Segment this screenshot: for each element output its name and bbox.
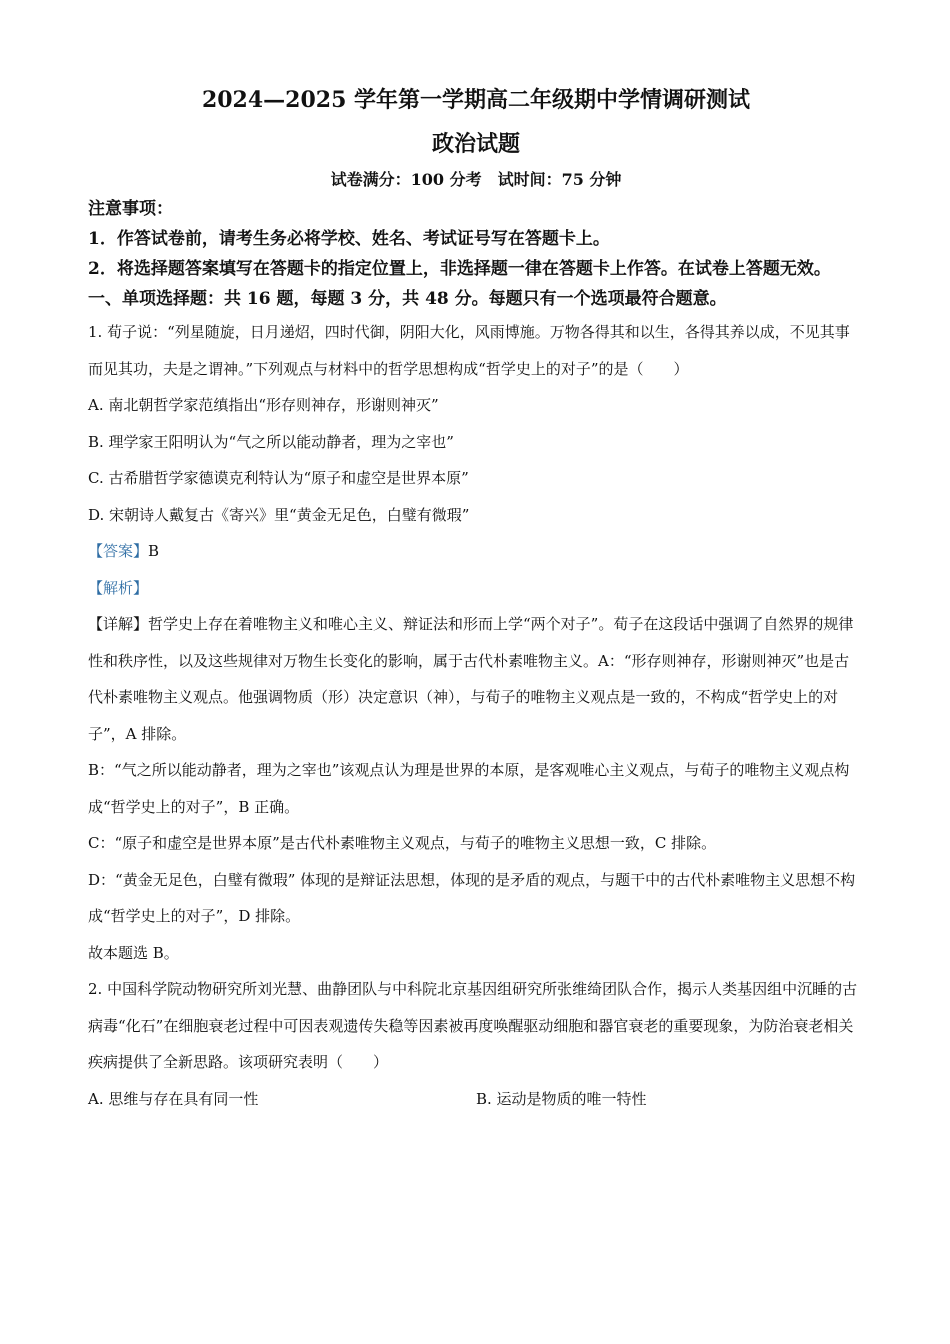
question-2-stem: 2. 中国科学院动物研究所刘光慧、曲静团队与中科院北京基因组研究所张维绮团队合作，揭示人类基因组中沉睡的古病毒“化石”在细胞衰老过程中可因表观遗传失稳等因素被再度唤醒驱动细胞和器官衰老的重要现象，为防治衰老相关疾病提供了全新思路。该项研究表明（ ） <box>88 980 858 1071</box>
question-2-option-b: B. 运动是物质的唯一特性 <box>476 1089 647 1108</box>
analysis-label: 【解析】 <box>88 578 149 597</box>
section-heading: 一、单项选择题：共 16 题，每题 3 分，共 48 分。每题只有一个选项最符合题意。 <box>88 289 727 309</box>
notice-item-1: 1．作答试卷前，请考生务必将学校、姓名、考试证号写在答题卡上。 <box>88 229 610 249</box>
exam-meta: 试卷满分：100 分考 试时间：75 分钟 <box>330 170 622 189</box>
notice-title: 注意事项： <box>88 199 173 219</box>
detail-paragraph-2: B：“气之所以能动静者，理为之宰也”该观点认为理是世界的本原，是客观唯心主义观点，与荀子的唯物主义观点构成“哲学史上的对子”，B 正确。 <box>88 761 850 816</box>
answer-value: B <box>148 542 160 560</box>
answer-line <box>88 533 864 570</box>
notice-item-2: 2．将选择题答案填写在答题卡的指定位置上，非选择题一律在答题卡上作答。在试卷上答题无效。 <box>88 259 831 279</box>
question-2-options <box>88 1081 864 1117</box>
exam-title: 2024—2025 学年第一学期高二年级期中学情调研测试 <box>201 87 751 113</box>
detail-paragraph-4: D：“黄金无足色，白璧有微瑕” 体现的是辩证法思想，体现的是矛盾的观点，与题干中的古代朴素唯物主义思想不构成“哲学史上的对子”，D 排除。 <box>88 870 856 925</box>
exam-subject: 政治试题 <box>431 131 520 157</box>
question-1-option-d: D. 宋朝诗人戴复古《寄兴》里“黄金无足色，白璧有微瑕” <box>88 505 470 524</box>
question-2-option-a: A. 思维与存在具有同一性 <box>88 1089 259 1108</box>
question-1-option-b: B. 理学家王阳明认为“气之所以能动静者，理为之宰也” <box>88 432 454 451</box>
question-1-stem: 1. 荀子说：“列星随旋，日月递炤，四时代御，阴阳大化，风雨博施。万物各得其和以生，各得其养以成，不见其事而见其功，夫是之谓神。”下列观点与材料中的哲学思想构成“哲学史上的对子”的是（ ） <box>88 323 850 378</box>
detail-paragraph-3: C：“原子和虚空是世界本原”是古代朴素唯物主义观点，与荀子的唯物主义思想一致，C 排除。 <box>88 834 717 852</box>
question-1-option-c: C. 古希腊哲学家德谟克利特认为“原子和虚空是世界本原” <box>88 469 469 487</box>
detail-paragraph-1: 【详解】哲学史上存在着唯物主义和唯心主义、辩证法和形而上学“两个对子”。荀子在这段话中强调了自然界的规律性和秩序性，以及这些规律对万物生长变化的影响，属于古代朴素唯物主义。A：“形存则神存，形谢则神灭”也是古代朴素唯物主义观点。他强调物质（形）决定意识（神），与荀子的唯物主义观点是一致的，不构成“哲学史上的对子”，A 排除。 <box>88 615 854 743</box>
detail-conclusion: 故本题选 B。 <box>88 943 179 962</box>
question-1-option-a: A. 南北朝哲学家范缜指出“形存则神存，形谢则神灭” <box>88 396 439 414</box>
answer-label: 【答案】 <box>88 542 149 560</box>
